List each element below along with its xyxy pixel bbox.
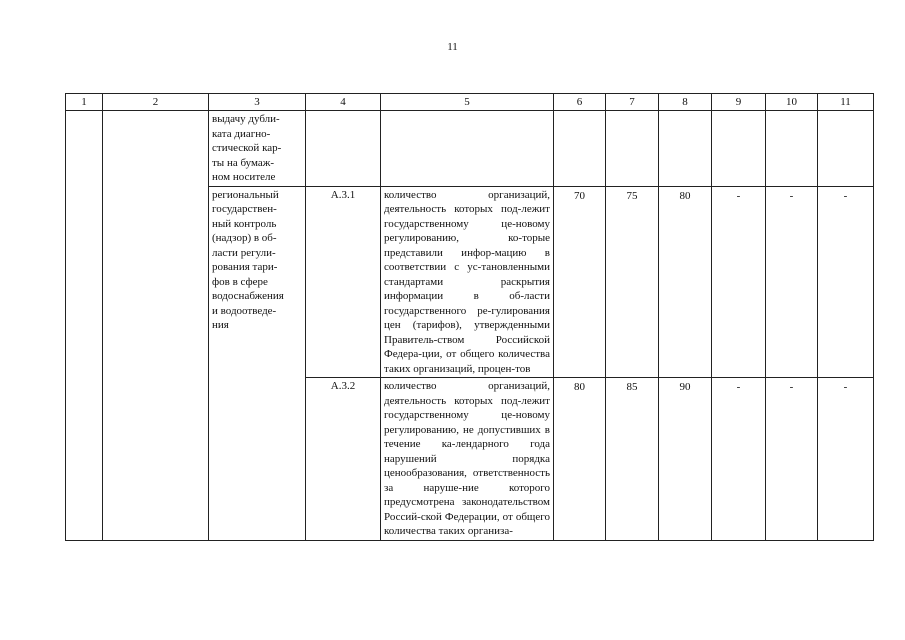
header-col-11: 11: [818, 94, 874, 111]
header-col-8: 8: [659, 94, 712, 111]
header-col-7: 7: [606, 94, 659, 111]
cell-empty: [606, 111, 659, 187]
header-row: [66, 94, 874, 111]
cell-value-9: -: [712, 378, 766, 541]
header-col-4: 4: [306, 94, 381, 111]
cell-service-name: выдачу дубли- ката диагно- стической кар- ты на бумаж- ном носителе: [209, 111, 306, 187]
cell-empty: [766, 111, 818, 187]
cell-value-9: -: [712, 186, 766, 378]
cell-indicator-code: А.3.1: [306, 186, 381, 378]
cell-empty: [66, 111, 103, 541]
header-col-1: 1: [66, 94, 103, 111]
cell-indicator-text: [381, 186, 554, 378]
cell-value-7: 75: [606, 186, 659, 378]
cell-value-10: -: [766, 186, 818, 378]
indicators-table: [65, 93, 874, 541]
cell-value-6: 70: [554, 186, 606, 378]
cell-value-11: -: [818, 378, 874, 541]
cell-indicator-text: [381, 378, 554, 541]
header-col-2: 2: [103, 94, 209, 111]
cell-empty: [554, 111, 606, 187]
header-col-10: 10: [766, 94, 818, 111]
cell-empty: [659, 111, 712, 187]
indicator-text: количество организаций, деятельность которых под-лежит государственному це-новому регулированию, ко-торые представили инфор-мацию в соответствии с ус-тановленными стандартами раскрытия информации в об-ласти государственного ре-гулирования цен (тарифов), утвержденными Правитель-ством Российской Федера-ции, от общего количества таких организаций, процен-тов: [384, 188, 550, 375]
page-number: 11: [447, 41, 458, 53]
cell-indicator-code: А.3.2: [306, 378, 381, 541]
header-col-3: 3: [209, 94, 306, 111]
cell-empty: [381, 111, 554, 187]
cell-value-8: 80: [659, 186, 712, 378]
cell-empty: [306, 111, 381, 187]
cell-empty: [712, 111, 766, 187]
header-col-9: 9: [712, 94, 766, 111]
table-row-continuation: [66, 111, 874, 187]
cell-value-7: 85: [606, 378, 659, 541]
cell-value-8: 90: [659, 378, 712, 541]
cell-value-10: -: [766, 378, 818, 541]
indicator-text: количество организаций, деятельность которых под-лежит государственному це-новому регулированию, не допустивших в течение ка-лендарного года нарушений порядка ценообразования, ответственность за наруше-ние которого предусмотрена законодательством Россий-ской Федерации, от общего количества таких организа-: [384, 380, 550, 537]
header-col-5: 5: [381, 94, 554, 111]
cell-empty: [103, 111, 209, 541]
cell-function-name: региональный государствен- ный контроль (надзор) в об- ласти регули- рования тари- фов в сфере водоснабжения и водоотведе- ния: [209, 186, 306, 540]
cell-value-6: 80: [554, 378, 606, 541]
header-col-6: 6: [554, 94, 606, 111]
cell-value-11: -: [818, 186, 874, 378]
cell-empty: [818, 111, 874, 187]
